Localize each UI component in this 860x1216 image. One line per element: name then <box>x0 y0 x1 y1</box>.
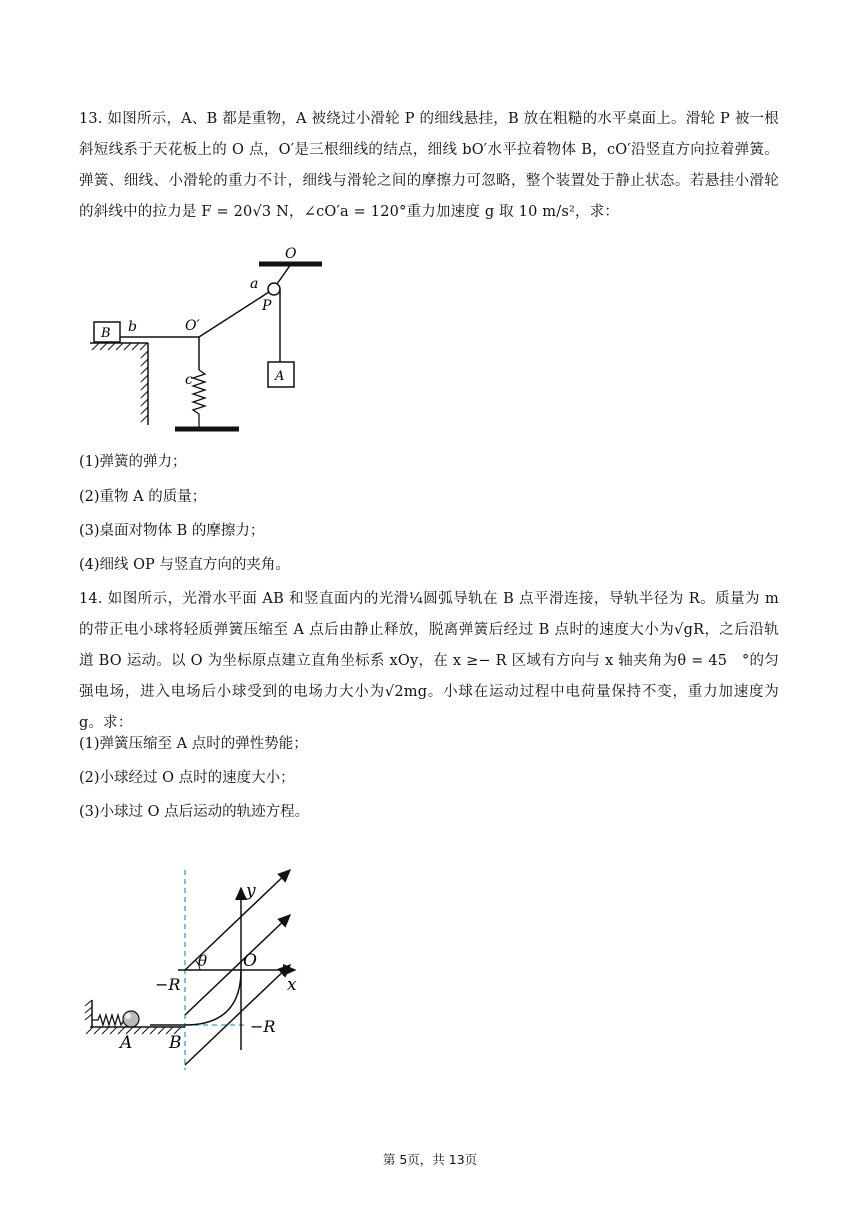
q14-question-2: (2)小球经过 O 点时的速度大小； <box>79 770 295 786</box>
spring <box>193 370 205 428</box>
label-b: b <box>128 319 137 335</box>
label-O: O <box>243 951 257 971</box>
label-x: x <box>287 975 297 995</box>
label-B: B <box>169 1033 182 1053</box>
q14-question-3: (3)小球过 O 点后运动的轨迹方程。 <box>79 804 310 820</box>
q13-figure <box>0 240 860 440</box>
label-O: O <box>285 246 297 262</box>
label-y: y <box>246 881 256 901</box>
q14-figure <box>0 860 860 1100</box>
page-footer: 第 5页，共 13页 <box>382 1152 478 1167</box>
q13-question-4: (4)细线 OP 与竖直方向的夹角。 <box>79 557 290 573</box>
label-B: B <box>101 326 111 341</box>
label-c: c <box>185 372 193 388</box>
label-P: P <box>262 298 272 314</box>
q13-question-3: (3)桌面对物体 B 的摩擦力； <box>79 523 265 539</box>
label-A: A <box>120 1033 133 1053</box>
q14-text: 14. 如图所示，光滑水平面 AB 和竖直面内的光滑¼圆弧导轨在 B 点平滑连接，导轨半径为 R。质量为 m 的带正电小球将轻质弹簧压缩至 A 点后由静止释放，脱离弹簧后经过 B 点时的速度大小为√gR，之后沿轨道 BO 运动。以 O 为坐标原点建立直角坐标系 xOy，在 x ≥− R 区域有方向与 x 轴夹角为θ = 45 °的匀强电场，进入电场后小球受到的电场力大小为√2mg。小球在运动过程中电荷量保持不变，重力加速度为 g。求： <box>79 591 779 731</box>
q13-question-1: (1)弹簧的弹力； <box>79 454 187 470</box>
label-A: A <box>275 369 285 384</box>
label-negR-left: −R <box>155 975 181 994</box>
q14-question-1: (1)弹簧压缩至 A 点时的弹性势能； <box>79 736 308 752</box>
q13-question-2: (2)重物 A 的质量； <box>79 489 207 505</box>
q13-text: 13. 如图所示，A、B 都是重物，A 被绕过小滑轮 P 的细线悬挂，B 放在粗糙的水平桌面上。滑轮 P 被一根斜短线系于天花板上的 O 点，O′是三根细线的结点，细线 bO′水平拉着物体 B，cO′沿竖直方向拉着弹簧。弹簧、细线、小滑轮的重力不计，细线与滑轮之间的摩擦力可忽略，整个装置处于静止状态。若悬挂小滑轮的斜线中的拉力是 F = 20√3 N，∠cO′a = 120°重力加速度 g 取 10 m/s²，求： <box>79 111 779 220</box>
label-theta: θ <box>198 952 208 970</box>
spring <box>92 1015 124 1025</box>
label-O-prime: O′ <box>185 318 200 334</box>
ball <box>123 1011 139 1027</box>
label-a: a <box>250 276 259 292</box>
pulley-P <box>268 283 280 295</box>
label-negR-right: −R <box>250 1017 276 1036</box>
